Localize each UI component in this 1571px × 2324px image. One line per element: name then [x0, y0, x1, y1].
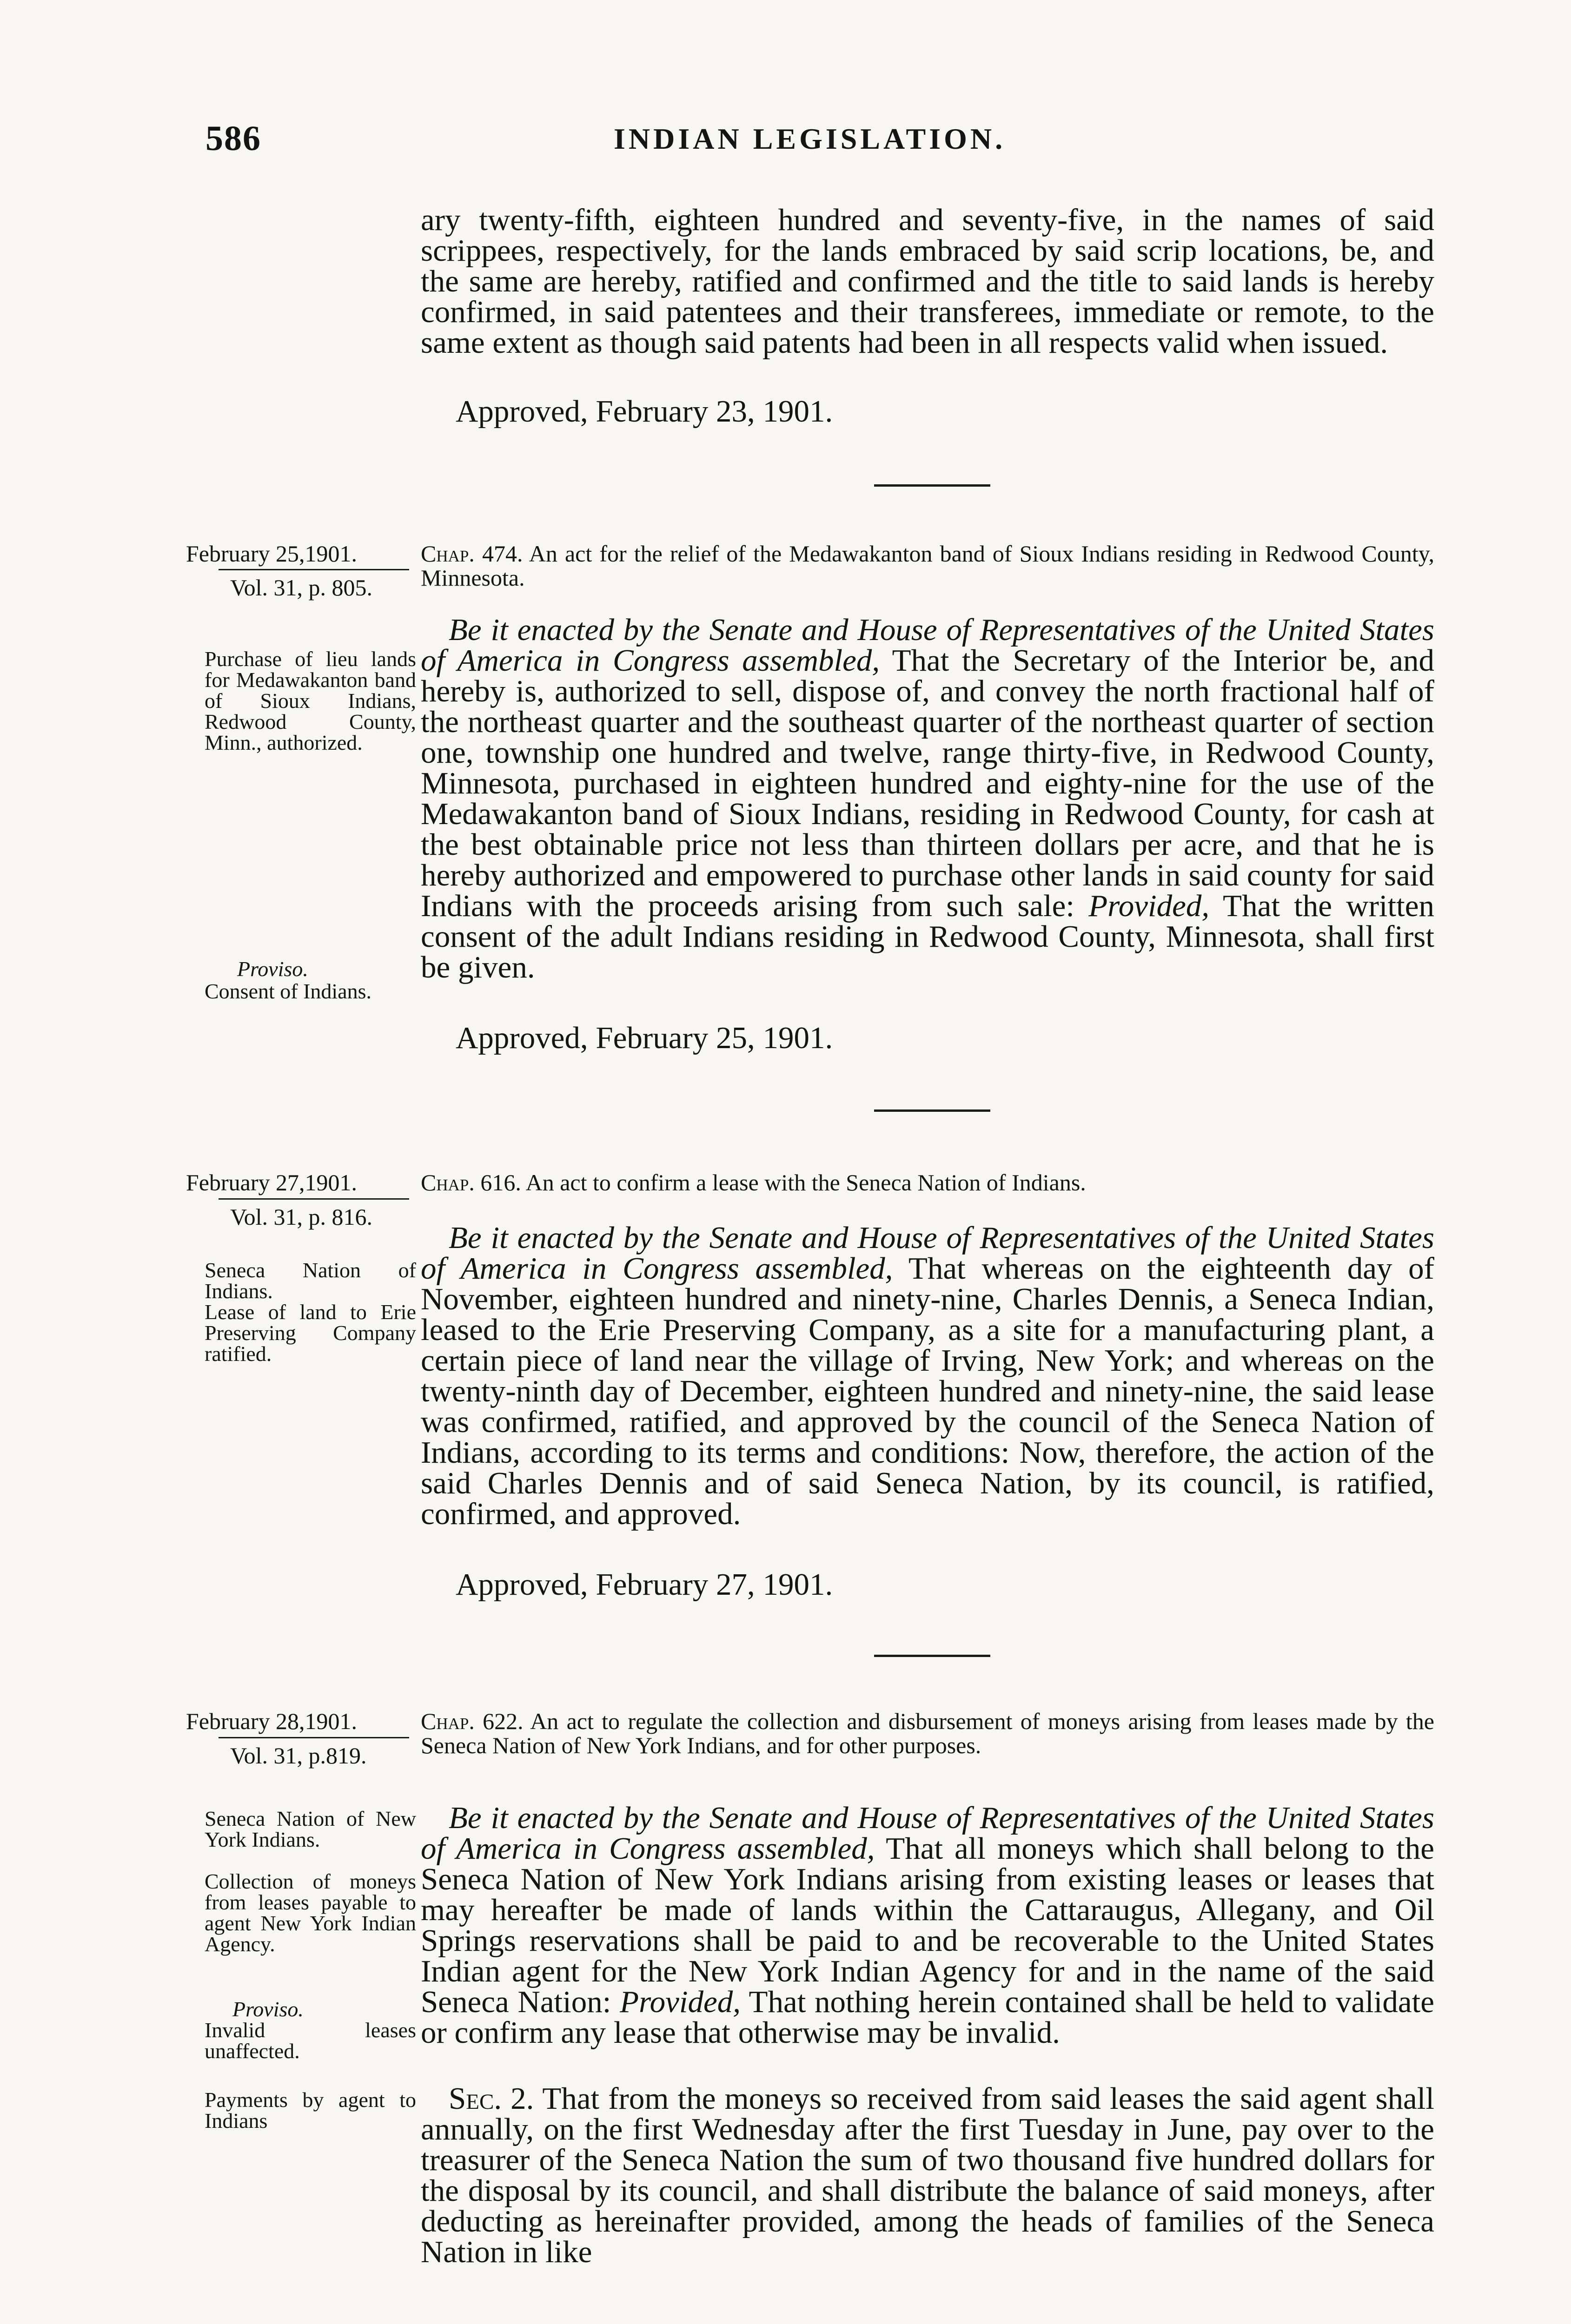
- side-note: Collection of moneys from leases payable to agent New York Indian Agency.: [205, 1869, 416, 1956]
- section-2-paragraph: [421, 2083, 1434, 2267]
- proviso-word: Provided,: [620, 1985, 741, 2019]
- section-2-text: That from the moneys so received from said leases the said agent shall annually, on the first Wednesday after the first Tuesday in June, pay over to the treasurer of the Seneca Nation the sum of two thousand five hundred dollars for the disposal by its council, and shall distribute the balance of said moneys, after deducting as hereinafter provided, among the heads of families of the Seneca Nation in like: [421, 2081, 1434, 2269]
- chapter-volume: Vol. 31, p. 816.: [230, 1204, 373, 1230]
- side-note-proviso: Proviso.: [232, 1997, 304, 2021]
- proviso-text: That nothing herein contained shall be held to validate or confirm any lease that otherwise may be invalid.: [421, 1985, 1434, 2050]
- side-note: Purchase of lieu lands for Medawakanton band of Sioux Indians, Redwood County, Minn., authorized.: [205, 647, 416, 754]
- enacting-clause: Be it enacted by the Senate and House of Representatives of the United States of America in Congress assembled,: [421, 1801, 1434, 1866]
- side-note: Consent of Indians.: [205, 979, 372, 1003]
- page-number: 586: [205, 119, 261, 158]
- enacting-clause: Be it enacted by the Senate and House of Representatives of the United States of America in Congress assembled,: [421, 613, 1434, 678]
- enactment-text: That the Secretary of the Interior be, and hereby is, authorized to sell, dispose of, and convey the north fractional half of the northeast quarter and the southeast quarter of the northeast quarter of section one, township one hundred and twelve, range thirty-five, in Redwood County, Minnesota, purchased in eighteen hundred and eighty-nine for the use of the Medawakanton band of Sioux Indians, residing in Redwood County, for cash at the best obtainable price not less than thirteen dollars per acre, and that he is hereby authorized and empowered to purchase other lands in said county for said Indians with the proceeds arising from such sale:: [421, 643, 1435, 923]
- chapter-label: Chap. 616.: [421, 1169, 521, 1195]
- chapter-label: Chap. 622.: [421, 1708, 524, 1734]
- chapter-volume: Vol. 31, p. 805.: [230, 574, 373, 601]
- chapter-date: February 28,1901.: [186, 1708, 357, 1734]
- enactment-text: That whereas on the eighteenth day of November, eighteen hundred and ninety-nine, Charles Dennis, a Seneca Indian, leased to the Erie Preserving Company, as a site for a manufacturing plant, a certain piece of land near the village of Irving, New York; and whereas on the twenty-ninth day of December, eighteen hundred and ninety-nine, the said lease was confirmed, ratified, and approved by the council of the Seneca Nation of Indians, according to its terms and conditions: Now, therefore, the action of the said Charles Dennis and of said Seneca Nation, by its council, is ratified, confirmed, and approved.: [421, 1251, 1434, 1531]
- chapter-date: February 25,1901.: [186, 541, 357, 567]
- enacting-clause: Be it enacted by the Senate and House of Representatives of the United States of America in Congress assembled,: [421, 1221, 1434, 1286]
- chapter-volume: Vol. 31, p.819.: [230, 1743, 367, 1769]
- continuation-paragraph: [421, 205, 1434, 358]
- side-note: Payments by agent to Indians: [205, 2088, 416, 2133]
- continuation-text: ary twenty-fifth, eighteen hundred and seventy-five, in the names of said scrippees, respectively, for the lands embraced by said scrip locations, be, and the same are hereby, ratified and confirmed and the title to said lands is hereby confirmed, in said patentees and their transferees, immediate or remote, to the same extent as though said patents had been in all respects valid when issued.: [421, 203, 1434, 360]
- section-divider: [874, 1655, 990, 1657]
- section-divider: [874, 484, 990, 487]
- approved-line: Approved, February 23, 1901.: [456, 394, 833, 429]
- chapter-title: An act to regulate the collection and disbursement of moneys arising from leases made by the Seneca Nation of New York Indians, and for other purposes.: [421, 1708, 1434, 1758]
- enactment-paragraph: [421, 1802, 1434, 2048]
- chapter-label: Chap. 474.: [421, 541, 523, 567]
- margin-rule: [219, 569, 409, 570]
- approved-line: Approved, February 27, 1901.: [456, 1567, 833, 1602]
- section-label: Sec. 2.: [449, 2081, 534, 2116]
- side-note: Seneca Nation of New York Indians.: [205, 1807, 416, 1851]
- enactment-text: That all moneys which shall belong to the Seneca Nation of New York Indians arising from existing leases or leases that may hereafter be made of lands within the Cattaraugus, Allegany, and Oil Springs reservations shall be paid to and be recoverable to the United States Indian agent for the New York Indian Agency for and in the name of the said Seneca Nation:: [421, 1831, 1434, 2019]
- side-note: Invalid leases unaffected.: [205, 2018, 416, 2063]
- margin-rule: [219, 1198, 409, 1200]
- chapter-title: An act for the relief of the Medawakanton band of Sioux Indians residing in Redwood County, Minnesota.: [421, 541, 1434, 591]
- section-divider: [874, 1109, 990, 1112]
- enactment-paragraph: [421, 1222, 1434, 1529]
- running-title: INDIAN LEGISLATION.: [614, 122, 1006, 155]
- side-note-proviso: Proviso.: [237, 957, 308, 981]
- proviso-text: That the written consent of the adult Indians residing in Redwood County, Minnesota, shall first be given.: [421, 889, 1435, 984]
- proviso-word: Provided,: [1088, 889, 1210, 923]
- chapter-heading: [421, 541, 1434, 590]
- side-note: Lease of land to Erie Preserving Company ratified.: [205, 1300, 416, 1366]
- margin-rule: [219, 1737, 409, 1738]
- side-note: Seneca Nation of Indians.: [205, 1258, 416, 1303]
- chapter-date: February 27,1901.: [186, 1169, 357, 1195]
- chapter-heading: [421, 1709, 1434, 1757]
- approved-line: Approved, February 25, 1901.: [456, 1021, 833, 1055]
- chapter-title: An act to confirm a lease with the Seneca Nation of Indians.: [525, 1169, 1086, 1195]
- enactment-paragraph: [421, 614, 1434, 983]
- chapter-heading: [421, 1170, 1434, 1195]
